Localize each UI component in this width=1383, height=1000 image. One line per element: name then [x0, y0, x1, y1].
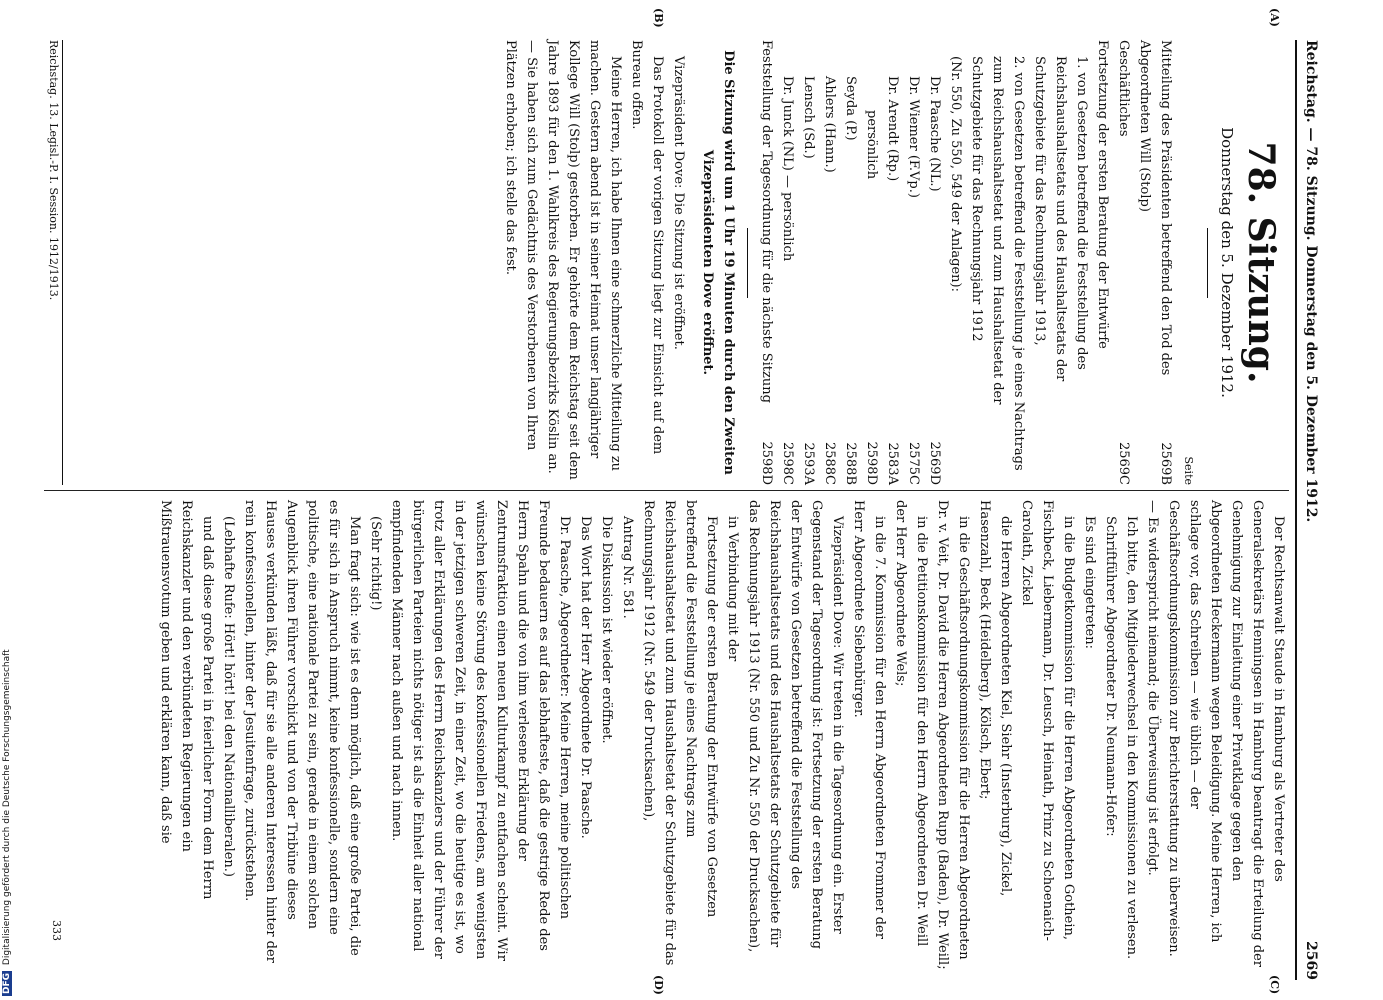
paragraph: Es sind eingetreten: — [1082, 516, 1097, 649]
toc-entry-text: Dr. Wiemer (F.Vp.) — [906, 76, 921, 198]
toc-entry — [756, 40, 777, 485]
paragraph: Vizepräsident Dove: Wir treten in die Tagesordnung ein. Erster Gegenstand der Tagesordnung ist: Fortsetzung der ersten Beratung der Entwürfe von Gesetzen betreffend die Feststellung des Reichshaushaltsetats und des Haushaltsetats der Schutzgebiete für das Rechnungsjahr 1913 (Nr. 550 und Zu Nr. 550 der Drucksachen), — [746, 500, 845, 953]
toc-entry-page: 2598C — [780, 441, 795, 485]
paragraph: in Verbindung mit der — [725, 516, 740, 662]
toc-entry-page: 2569D — [927, 441, 942, 485]
side-note — [2, 0, 12, 996]
toc-entry-page: 2588C — [822, 441, 837, 485]
toc-entry — [882, 40, 903, 485]
toc-entry — [1113, 40, 1134, 485]
margin-marker-b: (B) — [652, 8, 665, 28]
toc-entry — [840, 40, 861, 485]
paragraph: (Sehr richtig!) — [368, 516, 383, 611]
session-date: Donnerstag den 5. Dezember 1912. — [1218, 127, 1236, 398]
footer-sheet-number: 333 — [50, 920, 63, 941]
toc-entry-text: Seyda (P.) — [843, 76, 858, 141]
toc-entry-text: Lensch (Sd.) — [801, 76, 816, 159]
column-divider — [44, 490, 1289, 491]
toc-entry-page: 2593A — [801, 442, 816, 485]
paragraph: Das Protokoll der vorigen Sitzung liegt zur Einsicht auf dem Bureau offen. — [629, 40, 665, 455]
paragraph: in die Geschäftsordnungskommission für die Herren Abgeordneten Dr. v. Veit, Dr. David die Herren Abgeordneten Rupp (Baden), Dr. Weill; — [935, 500, 971, 970]
table-of-contents — [756, 40, 1176, 485]
toc-entry-page: 2575C — [906, 441, 921, 485]
paragraph: Dr. Paasche, Abgeordneter: Meine Herren, meine politischen Freunde bedauern es auf das lebhafteste, daß die gestrige Rede des Herrn Spahn und die von ihm verlesene Erklärung der Zentrumsfraktion einen neuen Kulturkampf zu entfachen scheint. Wir wünschen keine Störung des konfessionellen Friedens, am wenigsten in der jetzigen schweren Zeit, in einer Zeit, wo die heutige es ist, wo trotz aller Erklärungen des Herrn Reichskanzlers und der Führer der bürgerlichen Parteien nichts nötiger ist als die Einheit aller national empfindenden Männer nach außen und nach innen. — [389, 500, 572, 961]
toc-entry-text: Dr. Arendt (Rp.) — [885, 76, 900, 182]
toc-entry — [819, 40, 840, 485]
toc-entry-text: Dr. Junck (NL) — persönlich — [780, 76, 795, 262]
toc-entry-page: 2598D — [759, 441, 774, 485]
paragraph: Antrag Nr. 581. — [620, 516, 635, 619]
running-header — [1295, 40, 1325, 980]
toc-entry — [1029, 40, 1092, 485]
toc-entry-text: Ahlers (Hann.) — [822, 76, 837, 173]
footer-left: Reichstag. 13. Legisl.-P. I. Session. 1912/1913. — [47, 40, 60, 301]
header-page-number: 2569 — [1303, 941, 1319, 980]
toc-entry — [924, 40, 945, 485]
toc-entry — [903, 40, 924, 485]
toc-entry-text: Feststellung der Tagesordnung für die nächste Sitzung — [759, 40, 774, 403]
right-paragraphs — [155, 500, 1289, 970]
paragraph: die Herren Abgeordneten Kiel, Siehr (Insterburg), Zickel, Hasenzahl, Beck (Heidelberg), Kölsch, Ebert; — [977, 500, 1013, 897]
toc-entry-text: 2. von Gesetzen betreffend die Feststellung je eines Nachtrags zum Reichshaushaltsetat und zum Haushaltsetat der Schutzgebiete für das Rechnungsjahr 1912 — [969, 56, 1026, 471]
toc-entry-text: persönlich — [864, 110, 879, 180]
toc-entry — [1092, 40, 1113, 485]
dfg-logo: DFG — [2, 972, 12, 994]
paragraph: in die Petitionskommission für den Herrn Abgeordneten Dr. Weill der Herr Abgeordnete Wels; — [893, 500, 929, 947]
toc-entry — [1134, 40, 1176, 485]
paragraph: Das Wort hat der Herr Abgeordnete Dr. Paasche. — [578, 516, 593, 839]
rotated-page-content — [25, 0, 1325, 1000]
paragraph: Schriftführer Abgeordneter Dr. Neumann-Hofer: — [1103, 516, 1118, 837]
toc-entry-text: (Nr. 550, Zu 550, 549 der Anlagen): — [948, 56, 963, 293]
toc-entry-page: 2569C — [1116, 441, 1131, 485]
paragraph: in die 7. Kommission für den Herrn Abgeordneten Frommer der Herr Abgeordnete Siebenbürger. — [851, 500, 887, 939]
left-paragraphs — [500, 40, 689, 485]
paragraph: Ich bitte, den Mitgliederwechsel in den Kommissionen zu verlesen. — [1124, 516, 1139, 960]
toc-entry-page: 2598D — [864, 441, 879, 485]
toc-entry-text: Fortsetzung der ersten Beratung der Entwürfe — [1095, 40, 1110, 349]
toc-entry-page: 2588B — [843, 442, 858, 485]
paragraph: Fortsetzung der ersten Beratung der Entwürfe von Gesetzen betreffend die Feststellung je eines Nachtrags zum Reichshaushaltsetat und zum Haushaltsetat der Schutzgebiete für das Rechnungsjahr 1912 (Nr. 549 der Drucksachen), — [641, 500, 719, 966]
seite-label: Seite — [1182, 456, 1195, 485]
left-column — [500, 40, 1289, 485]
toc-entry — [777, 40, 798, 485]
paragraph: Meine Herren, ich habe Ihnen eine schmerzliche Mitteilung zu machen. Gestern abend ist in seiner Heimat unser langjähriger Kollege Will (Stolp) gestorben. Er gehörte dem Reichstag seit dem Jahre 1893 für den 1. Wahlkreis des Regierungsbezirks Köslin an. — Sie haben sich zum Gedächtnis des Verstorbenen von Ihren Plätzen erhoben; ich stelle das fest. — [503, 40, 623, 480]
toc-entry — [861, 40, 882, 485]
paragraph: und daß diese große Partei in feierlicher Form dem Herrn Reichskanzler und den verbündeten Regierungen ein Mißtrauensvotum geben und erklären kann, daß sie — [158, 500, 215, 900]
paragraph: Man fragt sich: wie ist es denn möglich, daß eine große Partei, die es für sich in Anspruch nimmt, keine konfessionelle, sondern eine politische, eine nationale Partei zu sein, gerade in einem solchen Augenblick ihren Führer vorschickt und von der Tribüne dieses Hauses verkünden läßt, daß für sie alle anderen Interessen hinter der rein konfessionellen, hinter der Jesuitenfrage, zurückstehen. — [242, 500, 362, 963]
toc-entry — [945, 40, 966, 485]
toc-entry-page: 2569B — [1158, 442, 1173, 485]
side-note-text: Digitalisierung gefördert durch die Deutsche Forschungsgemeinschaft — [2, 649, 12, 966]
toc-entry-text: Mitteilung des Präsidenten betreffend den Tod des Abgeordneten Will (Stolp) — [1137, 40, 1173, 376]
page-footer — [47, 40, 63, 485]
opening-line: Die Sitzung wird um 1 Uhr 19 Minuten durch den Zweiten Vizepräsidenten Dove eröffnet. — [700, 50, 736, 475]
toc-divider — [747, 228, 748, 298]
toc-entry-text: 1. von Gesetzen betreffend die Feststellung des Reichshaushaltsetats und des Haushaltsetats der Schutzgebiete für das Rechnungsjahr 1913, — [1032, 56, 1089, 382]
paragraph: Vizepräsident Dove: Die Sitzung ist eröffnet. — [671, 56, 686, 350]
paragraph: Die Diskussion ist wieder eröffnet. — [599, 516, 614, 744]
paragraph: Der Rechtsanwalt Staude in Hamburg als Vertreter des Generalsekretärs Henningsen in Hamburg beantragt die Erteilung der Genehmigung zur Einleitung einer Privatklage gegen den Abgeordneten Heckermann wegen Beleidigung. Meine Herren, ich schlage vor, das Schreiben — wie üblich — der Geschäftsordnungskommission zur Berichterstattung zu überweisen. — Es widerspricht niemand; die Überweisung ist erfolgt. — [1145, 500, 1286, 968]
session-title: 78. Sitzung. — [1240, 141, 1282, 384]
toc-entry-page: 2583A — [885, 442, 900, 485]
toc-entry-text: Geschäftliches — [1116, 40, 1131, 137]
title-divider — [1207, 228, 1208, 298]
margin-marker-a: (A) — [1268, 8, 1281, 27]
margin-marker-c: (C) — [1268, 975, 1281, 995]
toc-entry — [798, 40, 819, 485]
margin-marker-d: (D) — [652, 975, 665, 995]
toc-entry-text: Dr. Paasche (NL.) — [927, 76, 942, 192]
paragraph: (Lebhafte Rufe: Hört! hört! bei den Nationalliberalen.) — [221, 516, 236, 877]
right-column — [155, 500, 1289, 970]
paragraph: in die Budgetkommission für die Herren Abgeordneten Gothein, Fischbeck, Liebermann, Dr. Leusch, Heinath, Prinz zu Schoenaich-Carolath, Zickel — [1019, 500, 1076, 941]
toc-entry — [966, 40, 1029, 485]
header-title: Reichstag. — 78. Sitzung. Donnerstag den 5. Dezember 1912. — [1303, 40, 1319, 523]
